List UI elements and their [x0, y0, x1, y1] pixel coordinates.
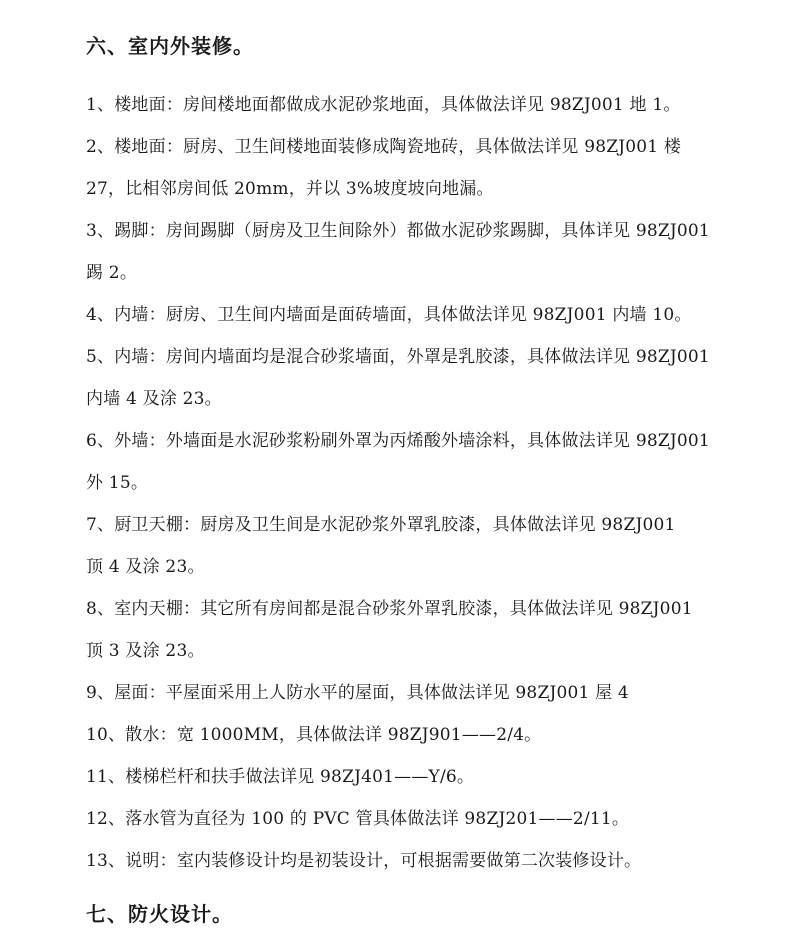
item-6-line-1: 6、外墙：外墙面是水泥砂浆粉刷外罩为丙烯酸外墙涂料，具体做法详见 98ZJ001	[86, 431, 710, 451]
item-2-line-2: 27，比相邻房间低 20mm，并以 3%坡度坡向地漏。	[86, 179, 494, 199]
item-6-line-2: 外 15。	[86, 473, 149, 493]
section-7-heading: 七、防火设计。	[86, 902, 233, 926]
section-6-heading: 六、室内外装修。	[86, 34, 254, 58]
item-2-line-1: 2、楼地面：厨房、卫生间楼地面装修成陶瓷地砖，具体做法详见 98ZJ001 楼	[86, 137, 682, 157]
item-10-line-1: 10、散水：宽 1000MM，具体做法详 98ZJ901——2/4。	[86, 725, 542, 745]
item-3-line-1: 3、踢脚：房间踢脚（厨房及卫生间除外）都做水泥砂浆踢脚，具体详见 98ZJ001	[86, 221, 710, 241]
item-4-line-1: 4、内墙：厨房、卫生间内墙面是面砖墙面，具体做法详见 98ZJ001 内墙 10。	[86, 305, 692, 325]
item-1-line-1: 1、楼地面：房间楼地面都做成水泥砂浆地面，具体做法详见 98ZJ001 地 1。	[86, 95, 681, 115]
item-13-line-1: 13、说明：室内装修设计均是初装设计，可根据需要做第二次装修设计。	[86, 851, 642, 871]
item-11-line-1: 11、楼梯栏杆和扶手做法详见 98ZJ401——Y/6。	[86, 767, 475, 787]
item-12-line-1: 12、落水管为直径为 100 的 PVC 管具体做法详 98ZJ201——2/11。	[86, 809, 630, 829]
item-8-line-2: 顶 3 及涂 23。	[86, 641, 205, 661]
item-3-line-2: 踢 2。	[86, 263, 138, 283]
item-5-line-1: 5、内墙：房间内墙面均是混合砂浆墙面，外罩是乳胶漆，具体做法详见 98ZJ001	[86, 347, 710, 367]
item-9-line-1: 9、屋面：平屋面采用上人防水平的屋面，具体做法详见 98ZJ001 屋 4	[86, 683, 629, 703]
item-5-line-2: 内墙 4 及涂 23。	[86, 389, 222, 409]
item-7-line-2: 顶 4 及涂 23。	[86, 557, 205, 577]
item-7-line-1: 7、厨卫天棚：厨房及卫生间是水泥砂浆外罩乳胶漆，具体做法详见 98ZJ001	[86, 515, 676, 535]
item-8-line-1: 8、室内天棚：其它所有房间都是混合砂浆外罩乳胶漆，具体做法详见 98ZJ001	[86, 599, 693, 619]
